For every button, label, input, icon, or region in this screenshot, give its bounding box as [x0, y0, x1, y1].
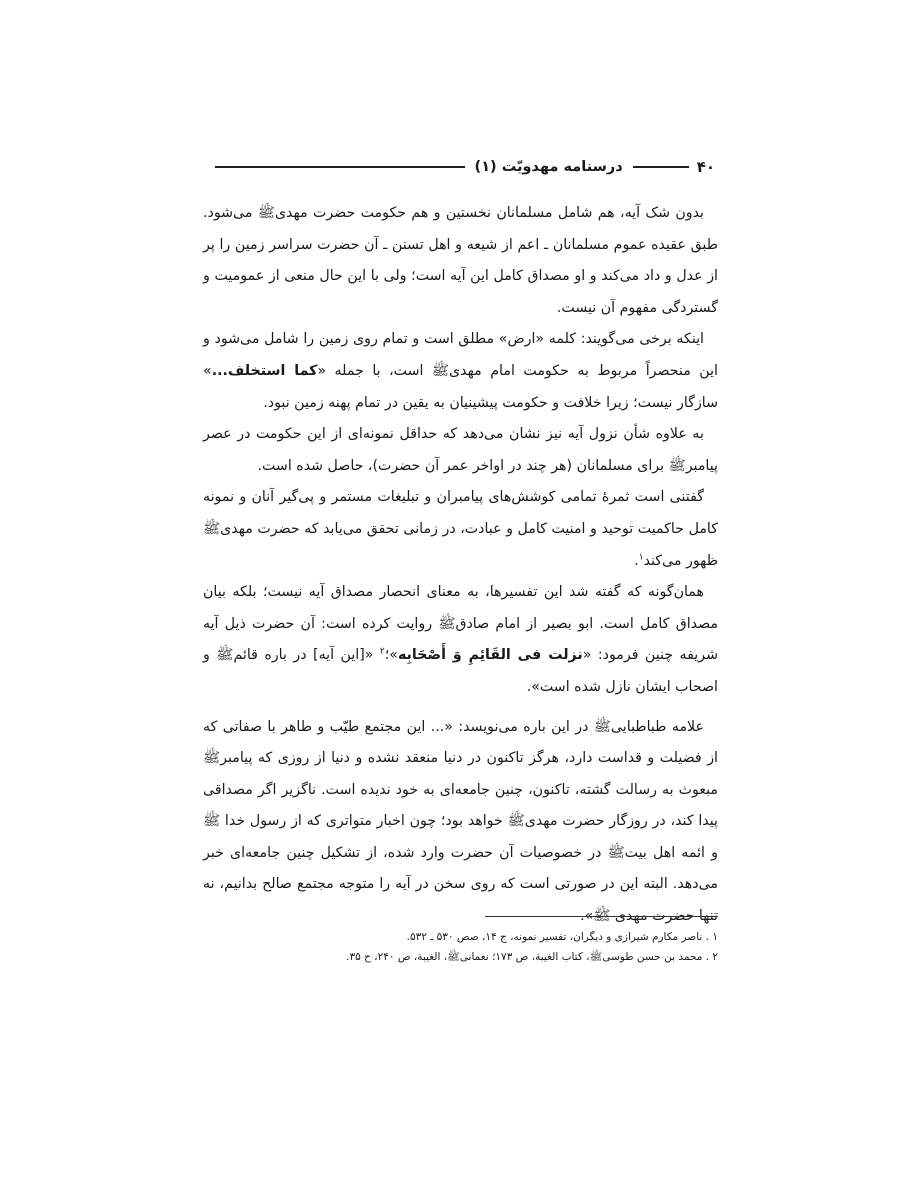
quran-phrase: کما استخلف...	[211, 362, 318, 379]
book-title: درسنامه مهدویّت (۱)	[474, 159, 623, 175]
paragraph-4	[203, 482, 718, 577]
hadith-quote: نزلت فی القَائِمِ وَ أَصْحَابِه	[397, 647, 583, 664]
paragraph-2	[203, 324, 718, 419]
running-header	[205, 152, 715, 182]
paragraph-2-text-b: » سازگار نیست؛ زیرا خلافت و حکومت پیشینیان به یقین در تمام پهنه زمین نبود.	[203, 362, 718, 411]
paragraph-6: علامه طباطبایی‌ﷺ در این باره می‌نویسد: «... این مجتمع طیّب و طاهر با صفاتی که از فضیلت و قداست دارد، هرگز تاکنون در دنیا منعقد نشده و دنیا از روزی که پیامبرﷺ مبعوث به رسالت گشته، تاکنون، چنین جامعه‌ای به خود ندیده است. ناگزیر اگر مصداقی پیدا کند، در روزگار حضرت مهدیﷺ خواهد بود؛ چون اخبار متواتری که از رسول خدا ﷺ و ائمه اهل بیتﷺ در خصوصیات آن حضرت وارد شده، از تشکیل چنین جامعه‌ای خبر می‌دهد. البته این در صورتی است که روی سخن در آیه را متوجه مجتمع صالح بدانیم، نه تنها حضرت مهدی ﷺ».	[203, 718, 718, 925]
paragraph-5-text-b: »؛	[384, 647, 398, 664]
paragraph-5-text-a: همان‌گونه که گفته شد این تفسیرها، به معنای انحصار مصداق آیه نیست؛ بلکه بیان مصداق کامل است. ابو بصیر از امام صادقﷺ روایت کرده است: آن حضرت ذیل آیه شریفه چنین فرمود: «	[203, 584, 718, 664]
paragraph-4-end: .	[634, 552, 639, 569]
paragraph-5	[203, 577, 718, 703]
footnote-2: ۲ . محمد بن حسن طوسیﷺ، کتاب الغیبة، ص ۱۷۳؛ نعمانیﷺ، الغیبة، ص ۲۴۰، ح ۳۵.	[346, 951, 718, 963]
footnote-ref-2: ۲	[379, 646, 385, 657]
paragraph-1: بدون شک آیه، هم شامل مسلمانان نخستین و هم حکومت حضرت مهدی‌ﷺ می‌شود. طبق عقیده عموم مسلمانان ـ اعم از شیعه و اهل تسنن ـ آن حضرت سراسر زمین را پر از عدل و داد می‌کند و او مصداق کامل این آیه است؛ ولی با این حال منعی از عمومیت و گستردگی مفهوم آن نیست.	[203, 205, 718, 316]
footnote-separator	[485, 916, 718, 917]
paragraph-3: به علاوه شأن نزول آیه نیز نشان می‌دهد که حداقل نمونه‌ای از این حکومت در عصر پیامبرﷺ برای مسلمانان (هر چند در اواخر عمر آن حضرت)، حاصل شده است.	[203, 426, 718, 474]
footnotes	[203, 927, 718, 967]
body-text	[203, 198, 718, 933]
header-rule-long	[215, 166, 465, 168]
paragraph-2-text-a: اینکه برخی می‌گویند: کلمه «ارض» مطلق است و تمام روی زمین را شامل می‌شود و این منحصراً مربوط به حکومت امام مهدی‌ﷺ است، با جمله «	[203, 331, 718, 379]
paragraph-4-text: گفتنی است ثمرهٔ تمامی کوشش‌های پیامبران و تبلیغات مستمر و پی‌گیر آنان و نمونه کامل حاکمیت توحید و امنیت کامل و عبادت، در زمانی تحقق می‌یابد که حضرت مهدیﷺ ظهور می‌کند	[203, 489, 718, 569]
footnote-1: ۱ . ناصر مکارم شیرازی و دیگران، تفسیر نمونه، ج ۱۴، صص ۵۳۰ ـ ۵۳۲.	[406, 931, 718, 943]
header-rule-short	[633, 166, 689, 168]
footnote-ref-1: ۱	[638, 551, 644, 562]
paragraph-5-text-c: «[این آیه] در باره قائمﷺ و اصحاب ایشان نازل شده است».	[203, 647, 718, 695]
page-number: ۴۰	[696, 158, 715, 176]
